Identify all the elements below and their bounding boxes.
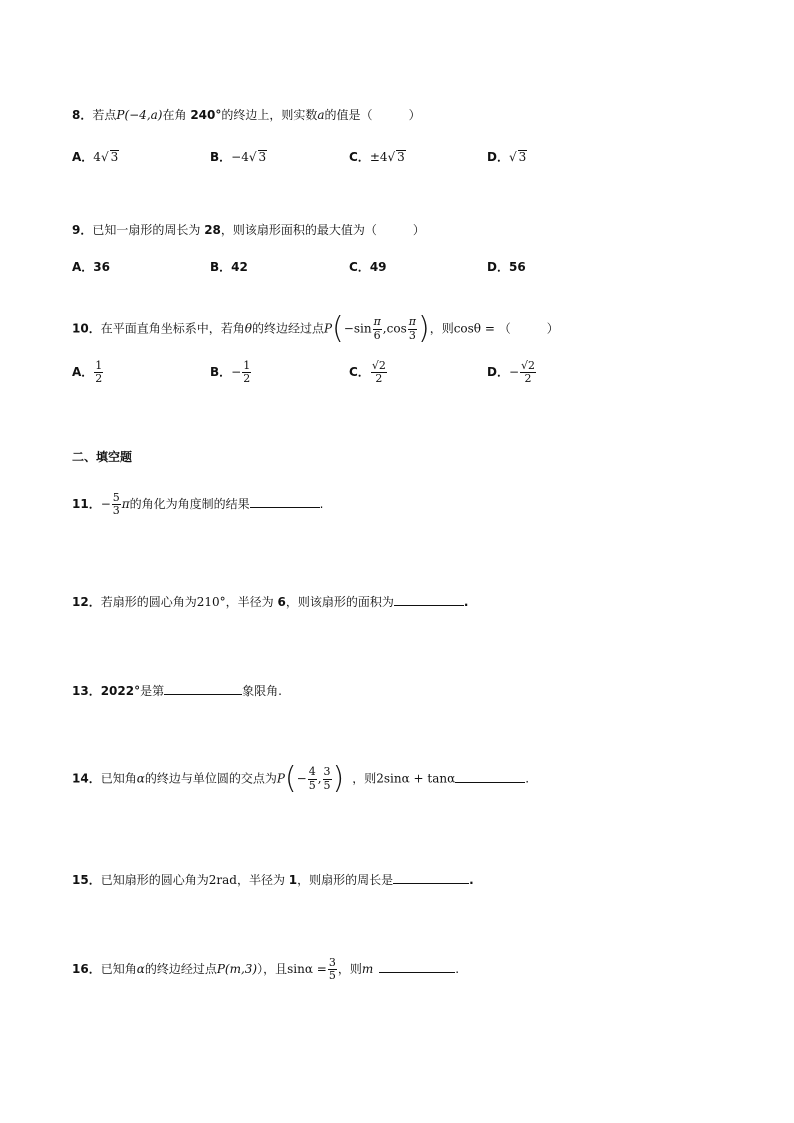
question-text: 是第 xyxy=(140,684,165,698)
option-c[interactable] xyxy=(349,360,388,385)
question-text: 在平面直角坐标系中，若角 xyxy=(100,321,245,336)
question-text: 已知角 xyxy=(100,771,137,786)
fraction: $\frac{3}{5}$ xyxy=(323,765,331,792)
option-value: 4√ 3 xyxy=(93,150,119,164)
question-number: 10． xyxy=(72,321,101,336)
left-paren: ( xyxy=(284,761,297,796)
question-number: 16． xyxy=(72,962,101,977)
perimeter-value: 28 xyxy=(204,223,221,237)
question-14: 14．已知角α的终边与单位圆的交点为P(− $\frac{4}{5}$ , $\frac{3}{5}$ ) ，则2sinα + tanα . xyxy=(72,761,530,796)
math-point: P xyxy=(323,321,333,336)
right-paren: ) xyxy=(332,761,345,796)
question-number: 12． xyxy=(72,595,101,609)
option-value: 42 xyxy=(231,260,248,274)
fraction: $\frac{3}{5}$ xyxy=(328,956,336,983)
question-15: 15．已知扇形的圆心角为2rad，半径为 1，则扇形的周长是 . xyxy=(72,870,474,888)
option-value: 49 xyxy=(369,260,387,274)
angle-value: 2rad xyxy=(208,873,237,887)
option-label: C． xyxy=(349,150,370,164)
math-expression: cosθ xyxy=(453,321,482,336)
question-text: ，则 xyxy=(352,771,377,786)
math-variable: α xyxy=(136,962,145,977)
angle-value: 240° xyxy=(190,108,222,122)
question-number: 13． xyxy=(72,684,101,698)
option-label: B． xyxy=(210,365,232,380)
answer-blank[interactable] xyxy=(379,959,455,973)
option-a[interactable] xyxy=(72,360,104,385)
paren-close: ） xyxy=(546,321,559,336)
question-text: 的终边经过点 xyxy=(251,321,324,336)
option-value: 36 xyxy=(93,260,110,274)
math-variable: m xyxy=(361,962,374,977)
option-c[interactable] xyxy=(349,148,406,165)
math-expression: sinα = xyxy=(287,962,327,977)
fraction: $\frac{5}{3}$ xyxy=(112,491,120,518)
question-text: 象限角. xyxy=(242,684,282,698)
option-b[interactable] xyxy=(210,148,267,165)
question-text: 已知一扇形的周长为 xyxy=(92,223,205,237)
option-label: D． xyxy=(487,365,509,380)
question-text: 若点 xyxy=(92,108,117,122)
option-label: B． xyxy=(210,260,232,274)
question-text: ，则扇形的周长是 xyxy=(297,873,394,887)
option-a[interactable] xyxy=(72,148,119,165)
paren-close: ） xyxy=(408,108,421,122)
option-label: A． xyxy=(72,365,94,380)
math-point: P(m,3) xyxy=(216,962,258,977)
option-label: D． xyxy=(487,150,509,164)
option-b[interactable]: B．− $\frac{1}{2}$ xyxy=(210,359,251,386)
left-paren: ( xyxy=(332,311,344,346)
option-a[interactable] xyxy=(72,258,110,275)
option-value: $\frac{1}{2}$ xyxy=(95,359,103,386)
option-label: B． xyxy=(210,150,232,164)
option-d[interactable] xyxy=(487,148,527,165)
question-text: 若扇形的圆心角为 xyxy=(100,595,197,609)
question-text: ，半径为 xyxy=(225,595,278,609)
option-d[interactable] xyxy=(487,258,526,275)
question-text: ，则该扇形面积的最大值为（ xyxy=(220,223,377,237)
option-value: √ 3 xyxy=(508,150,527,164)
option-value: 56 xyxy=(508,260,526,274)
question-text: 的终边经过点 xyxy=(144,962,217,977)
answer-blank[interactable] xyxy=(164,681,242,695)
math-point: P xyxy=(276,771,285,786)
question-number: 15． xyxy=(72,873,101,887)
option-label: C． xyxy=(349,365,370,380)
paren-close: ） xyxy=(412,223,425,237)
question-text: = （ xyxy=(481,321,511,336)
answer-blank[interactable] xyxy=(455,769,525,783)
question-16: 16．已知角α的终边经过点P(m,3)），且sinα = $\frac{3}{5}$ ，则m . xyxy=(72,956,460,983)
question-number: 8． xyxy=(72,108,93,122)
fraction: $\frac{\pi}{6}$ xyxy=(373,315,381,342)
option-value: $\frac{√2}{2}$ xyxy=(521,359,536,386)
section-title: 二、填空题 xyxy=(72,450,133,464)
question-10: 10．在平面直角坐标系中，若角θ的终边经过点P(−sin $\frac{\pi}{6}$ ,cos $\frac{\pi}{3}$ )，则cosθ = （ ） xyxy=(72,311,559,346)
angle-value: 2022° xyxy=(100,684,141,698)
option-label: A． xyxy=(72,260,94,274)
math-minus: − xyxy=(100,497,111,512)
math-sin: sin xyxy=(353,321,372,336)
question-8 xyxy=(72,106,421,123)
math-variable: α xyxy=(136,771,145,786)
question-text: 的值是（ xyxy=(324,108,373,122)
option-label: A． xyxy=(72,150,94,164)
question-11: 11．− $\frac{5}{3}$ π的角化为角度制的结果 . xyxy=(72,491,324,518)
question-number: 11． xyxy=(72,497,101,512)
right-paren: ) xyxy=(417,311,430,346)
option-value: $\frac{√2}{2}$ xyxy=(371,359,386,386)
question-text: 的终边与单位圆的交点为 xyxy=(144,771,277,786)
answer-blank[interactable] xyxy=(393,870,469,884)
question-13 xyxy=(72,681,282,699)
question-number: 14． xyxy=(72,771,101,786)
math-minus: − xyxy=(343,321,354,336)
question-number: 9． xyxy=(72,223,93,237)
angle-value: 210° xyxy=(196,595,226,609)
question-12: 12．若扇形的圆心角为210°，半径为 6，则该扇形的面积为 . xyxy=(72,592,468,610)
question-text: 的终边上，则实数 xyxy=(221,108,318,122)
question-text: 已知角 xyxy=(100,962,137,977)
math-variable: θ xyxy=(244,321,252,336)
radius-value: 6 xyxy=(277,595,286,609)
math-variable: a xyxy=(317,108,325,122)
math-pi: π xyxy=(121,497,130,512)
question-text: ），且 xyxy=(257,962,288,977)
question-text: 在角 xyxy=(162,108,191,122)
question-text: ，则 xyxy=(337,962,362,977)
question-text: ，半径为 xyxy=(236,873,289,887)
fraction: $\frac{4}{5}$ xyxy=(308,765,316,792)
option-b[interactable] xyxy=(210,258,248,275)
question-text: 已知扇形的圆心角为 xyxy=(100,873,209,887)
option-c[interactable] xyxy=(349,258,387,275)
radius-value: 1 xyxy=(288,873,298,887)
question-text: 的角化为角度制的结果 xyxy=(129,497,250,512)
math-cos: cos xyxy=(386,321,407,336)
math-expression: 2sinα + tanα xyxy=(376,771,456,786)
option-label: D． xyxy=(487,260,509,274)
question-text: ，则 xyxy=(429,321,454,336)
option-value: ±4√ 3 xyxy=(369,150,405,164)
answer-blank[interactable] xyxy=(250,494,320,508)
option-value: −4√ 3 xyxy=(231,150,267,164)
fraction: $\frac{\pi}{3}$ xyxy=(408,315,416,342)
answer-blank[interactable] xyxy=(394,592,464,606)
question-9 xyxy=(72,221,425,238)
option-label: C． xyxy=(349,260,370,274)
question-text: ，则该扇形的面积为 xyxy=(285,595,394,609)
option-d[interactable]: D．− $\frac{√2}{2}$ xyxy=(487,359,536,386)
math-point: P(−4,a) xyxy=(116,108,163,122)
option-value: $\frac{1}{2}$ xyxy=(243,359,251,386)
